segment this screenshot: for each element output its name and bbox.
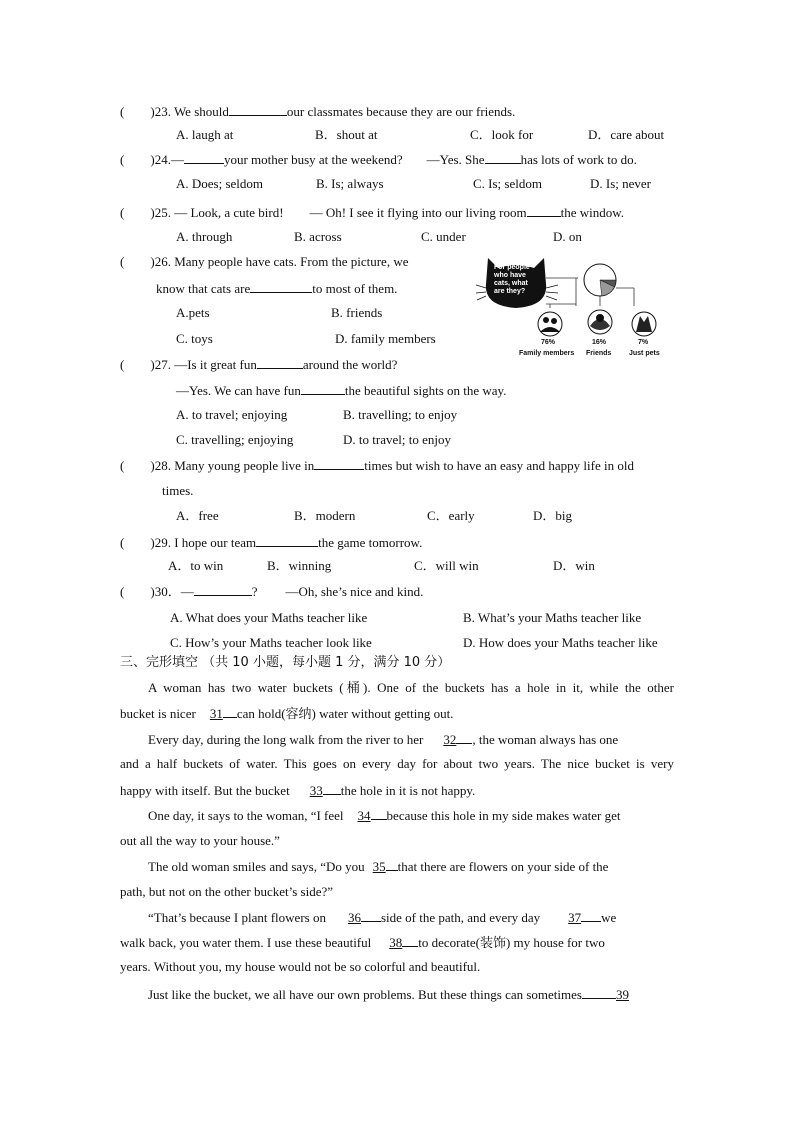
option: B．modern bbox=[294, 508, 356, 523]
label-family-members: Family members bbox=[519, 350, 575, 357]
option: B. Is; always bbox=[316, 176, 384, 191]
option: C. travelling; enjoying bbox=[176, 432, 294, 447]
option: D．win bbox=[553, 558, 595, 573]
passage-line: bucket is nicer 31 can hold(容纳) water without getting out. bbox=[120, 706, 454, 721]
option: A. through bbox=[176, 229, 233, 244]
answer-blank[interactable] bbox=[184, 151, 224, 164]
question-27: ( )27. —Is it great fun around the world? bbox=[120, 357, 398, 372]
answer-blank[interactable] bbox=[229, 103, 287, 116]
percent-pets: 7% bbox=[638, 339, 649, 346]
question-26: ( )26. Many people have cats. From the picture, we bbox=[120, 254, 409, 269]
option: A．free bbox=[176, 508, 219, 523]
passage-line: out all the way to your house.” bbox=[120, 833, 280, 848]
section-title: 三、完形填空 （共 10 小题，每小题 1 分，满分 10 分） bbox=[120, 655, 451, 670]
option: D. on bbox=[553, 229, 582, 244]
passage-line: The old woman smiles and says, “Do you 35 that there are flowers on your side of the bbox=[148, 859, 609, 874]
passage-line: Every day, during the long walk from the river to her 32 , the woman always has one bbox=[148, 732, 619, 747]
label-just-pets: Just pets bbox=[629, 350, 660, 357]
passage-line: A woman has two water buckets (桶). One of the buckets has a hole in it, while the other bbox=[148, 680, 674, 695]
question-28-line2: times. bbox=[162, 483, 194, 498]
blank-33[interactable]: 33 bbox=[309, 783, 323, 798]
blank-37[interactable]: 37 bbox=[568, 910, 582, 925]
question-29: ( )29. I hope our team the game tomorrow. bbox=[120, 535, 423, 550]
option: A.pets bbox=[176, 305, 210, 320]
option: D. family members bbox=[335, 331, 436, 346]
passage-line: “That’s because I plant flowers on 36 side of the path, and every day 37 we bbox=[148, 910, 617, 925]
option: A. Does; seldom bbox=[176, 176, 264, 191]
blank-35[interactable]: 35 bbox=[372, 859, 386, 874]
answer-blank[interactable] bbox=[301, 382, 345, 395]
question-23: ( )23. We should our classmates because they are our friends. bbox=[120, 104, 516, 119]
answer-blank[interactable] bbox=[194, 583, 252, 596]
passage-line: walk back, you water them. I use these beautiful 38 to decorate(装饰) my house for two bbox=[120, 935, 605, 950]
option: D. to travel; to enjoy bbox=[343, 432, 451, 447]
blank-38[interactable]: 38 bbox=[389, 935, 403, 950]
blank-36[interactable]: 36 bbox=[347, 910, 361, 925]
answer-blank[interactable] bbox=[256, 534, 318, 547]
blank-31[interactable]: 31 bbox=[209, 706, 223, 721]
passage-line: One day, it says to the woman, “I feel 34 because this hole in my side makes water get bbox=[148, 808, 621, 823]
percent-friends: 16% bbox=[592, 339, 607, 346]
blank-34[interactable]: 34 bbox=[357, 808, 371, 823]
question-28: ( )28. Many young people live in times but wish to have an easy and happy life in old bbox=[120, 458, 634, 473]
option: B. travelling; to enjoy bbox=[343, 407, 458, 422]
question-25: ( )25. — Look, a cute bird! — Oh! I see it flying into our living room the window. bbox=[120, 205, 625, 220]
option: A. What does your Maths teacher like bbox=[170, 610, 368, 625]
passage-line: path, but not on the other bucket’s side?” bbox=[120, 884, 334, 899]
percent-family: 76% bbox=[541, 339, 556, 346]
question-26-line2: know that cats are to most of them. bbox=[156, 281, 398, 296]
option: C．early bbox=[427, 508, 475, 523]
question-30: ( )30．— ? —Oh, she’s nice and kind. bbox=[120, 584, 424, 599]
option: A. to travel; enjoying bbox=[176, 407, 288, 422]
option: C. Is; seldom bbox=[473, 176, 542, 191]
option: C．will win bbox=[414, 558, 479, 573]
option: A．to win bbox=[168, 558, 224, 573]
option: C. under bbox=[421, 229, 466, 244]
option: D. How does your Maths teacher like bbox=[463, 635, 658, 650]
option: C. toys bbox=[176, 331, 213, 346]
answer-blank[interactable] bbox=[250, 280, 312, 293]
option: D．care about bbox=[588, 127, 665, 142]
blank-32[interactable]: 32 bbox=[443, 732, 457, 747]
passage-line: Just like the bucket, we all have our own problems. But these things can sometimes 39 bbox=[148, 987, 629, 1002]
option: B．winning bbox=[267, 558, 332, 573]
answer-blank[interactable] bbox=[314, 457, 364, 470]
passage-line: and a half buckets of water. This goes on every day for about two years. The nice bucket is very bbox=[120, 756, 674, 771]
family-members-photo-icon bbox=[538, 312, 562, 336]
passage-line: happy with itself. But the bucket 33 the hole in it is not happy. bbox=[120, 783, 476, 798]
label-friends: Friends bbox=[586, 350, 612, 357]
answer-blank[interactable] bbox=[527, 204, 561, 217]
option: A. laugh at bbox=[176, 127, 234, 142]
option: D. Is; never bbox=[590, 176, 652, 191]
option: B. friends bbox=[331, 305, 383, 320]
question-27-line2: —Yes. We can have fun the beautiful sights on the way. bbox=[176, 383, 507, 398]
option: B. What’s your Maths teacher like bbox=[463, 610, 642, 625]
cat-survey-figure bbox=[476, 248, 668, 366]
question-24: ( )24.— your mother busy at the weekend? —Yes. She has lots of work to do. bbox=[120, 152, 637, 167]
option: D．big bbox=[533, 508, 573, 523]
option: C. How’s your Maths teacher look like bbox=[170, 635, 372, 650]
answer-blank[interactable] bbox=[485, 151, 521, 164]
option: B．shout at bbox=[315, 127, 378, 142]
option: C．look for bbox=[470, 127, 534, 142]
blank-39[interactable]: 39 bbox=[615, 987, 629, 1002]
option: B. across bbox=[294, 229, 342, 244]
answer-blank[interactable] bbox=[257, 356, 303, 369]
bubble-text: For people who have cats, what are they? bbox=[494, 264, 530, 295]
passage-line: years. Without you, my house would not be so colorful and beautiful. bbox=[120, 959, 481, 974]
